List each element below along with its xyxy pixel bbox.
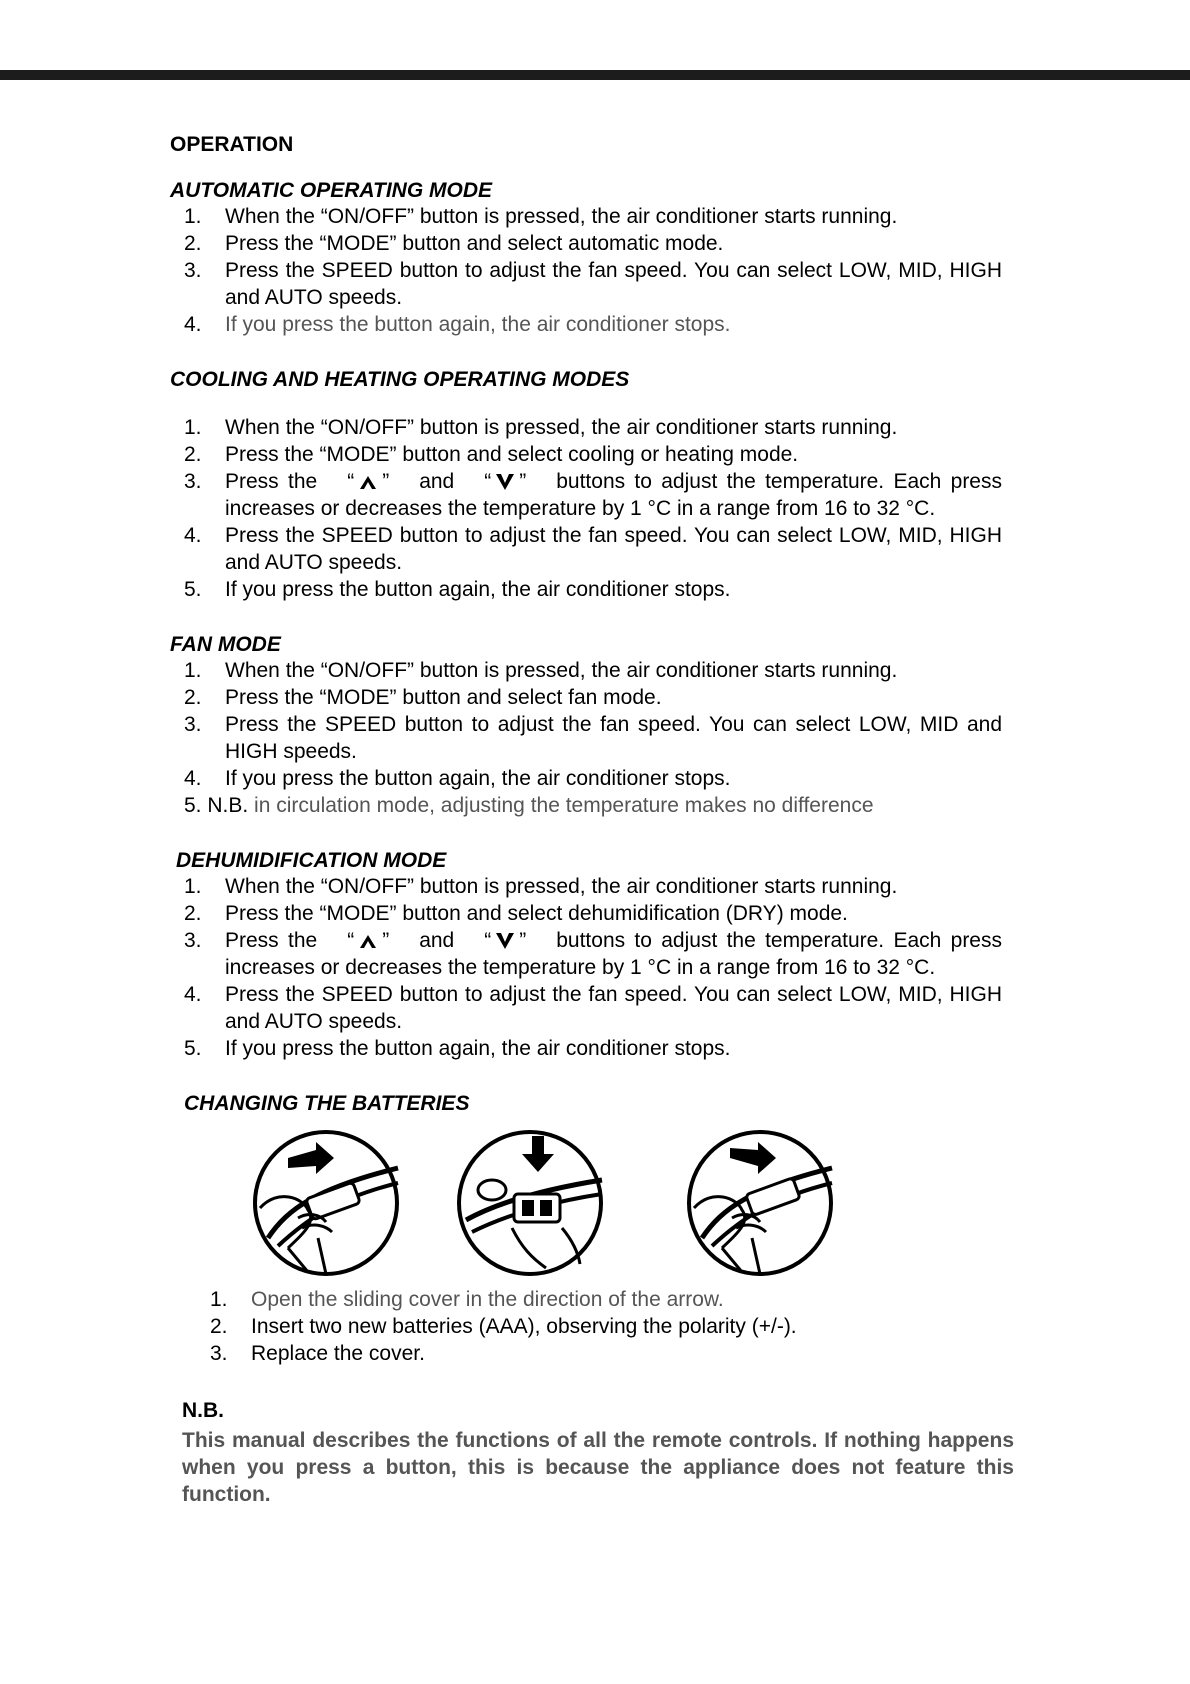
up-arrow-icon <box>358 474 378 490</box>
cooling-heating-section <box>170 368 1002 603</box>
list-item: 3. Press the SPEED button to adjust the fan speed. You can select LOW, MID and HIGH speeds. <box>184 713 1002 763</box>
steps-list <box>170 657 1002 792</box>
list-item: 2. Insert two new batteries (AAA), observing the polarity (+/-). <box>210 1315 797 1338</box>
list-item: 5. If you press the button again, the air conditioner stops. <box>184 578 731 601</box>
up-arrow-icon <box>358 933 378 949</box>
list-item: 4. Press the SPEED button to adjust the fan speed. You can select LOW, MID, HIGH and AUTO speeds. <box>184 983 1002 1033</box>
list-item: 4. Press the SPEED button to adjust the fan speed. You can select LOW, MID, HIGH and AUTO speeds. <box>184 524 1002 574</box>
page-title: OPERATION <box>170 133 294 156</box>
down-arrow-icon <box>495 473 515 491</box>
list-item: 1. When the “ON/OFF” button is pressed, the air conditioner starts running. <box>184 416 898 439</box>
list-item: 3. Press the “ ” and “ ” buttons to adjust the temperature. Each press increases or decreases the temperature by 1 °C in a range from 16 to 32 °C. <box>184 929 1002 979</box>
steps-list <box>170 203 1002 338</box>
list-item: 1. Open the sliding cover in the direction of the arrow. <box>210 1288 724 1311</box>
list-item: 2. Press the “MODE” button and select cooling or heating mode. <box>184 443 799 466</box>
list-item: 5. If you press the button again, the air conditioner stops. <box>184 1037 731 1060</box>
dehumidification-section <box>170 849 1002 1062</box>
steps-list <box>170 1286 1002 1367</box>
steps-list <box>170 414 1002 603</box>
steps-list <box>170 873 1002 1062</box>
list-item: 3. Press the SPEED button to adjust the fan speed. You can select LOW, MID, HIGH and AUTO speeds. <box>184 259 1002 309</box>
section-heading: FAN MODE <box>170 633 281 656</box>
list-item: 2. Press the “MODE” button and select automatic mode. <box>184 232 724 255</box>
section-heading: COOLING AND HEATING OPERATING MODES <box>170 368 630 391</box>
down-arrow-icon <box>495 932 515 950</box>
fan-mode-section <box>170 633 1002 819</box>
list-item: 2. Press the “MODE” button and select fan mode. <box>184 686 662 709</box>
list-item: 4. If you press the button again, the air conditioner stops. <box>184 767 731 790</box>
open-cover-illustration <box>248 1128 404 1278</box>
list-item: 1. When the “ON/OFF” button is pressed, the air conditioner starts running. <box>184 205 898 228</box>
section-heading: DEHUMIDIFICATION MODE <box>176 849 447 872</box>
replace-cover-illustration <box>682 1128 838 1278</box>
list-item: 1. When the “ON/OFF” button is pressed, the air conditioner starts running. <box>184 659 898 682</box>
section-heading: CHANGING THE BATTERIES <box>184 1092 470 1115</box>
top-rule <box>0 70 1190 80</box>
battery-illustrations <box>170 1128 1002 1278</box>
insert-batteries-illustration <box>452 1128 608 1278</box>
list-item: 2. Press the “MODE” button and select dehumidification (DRY) mode. <box>184 902 848 925</box>
list-item: 3. Replace the cover. <box>210 1342 425 1365</box>
fan-mode-note: 5. N.B. in circulation mode, adjusting the temperature makes no difference <box>184 794 874 817</box>
note-title: N.B. <box>182 1399 224 1422</box>
manual-page <box>170 133 1014 1508</box>
section-heading: AUTOMATIC OPERATING MODE <box>170 179 492 202</box>
automatic-mode-section <box>170 179 1002 338</box>
list-item: 3. Press the “ ” and “ ” buttons to adjust the temperature. Each press increases or decreases the temperature by 1 °C in a range from 16 to 32 °C. <box>184 470 1002 520</box>
list-item: 1. When the “ON/OFF” button is pressed, the air conditioner starts running. <box>184 875 898 898</box>
list-item: 4. If you press the button again, the air conditioner stops. <box>184 313 731 336</box>
batteries-section <box>170 1092 1002 1367</box>
note-text: This manual describes the functions of all the remote controls. If nothing happens when you press a button, this is because the appliance does not feature this function. <box>182 1429 1014 1506</box>
